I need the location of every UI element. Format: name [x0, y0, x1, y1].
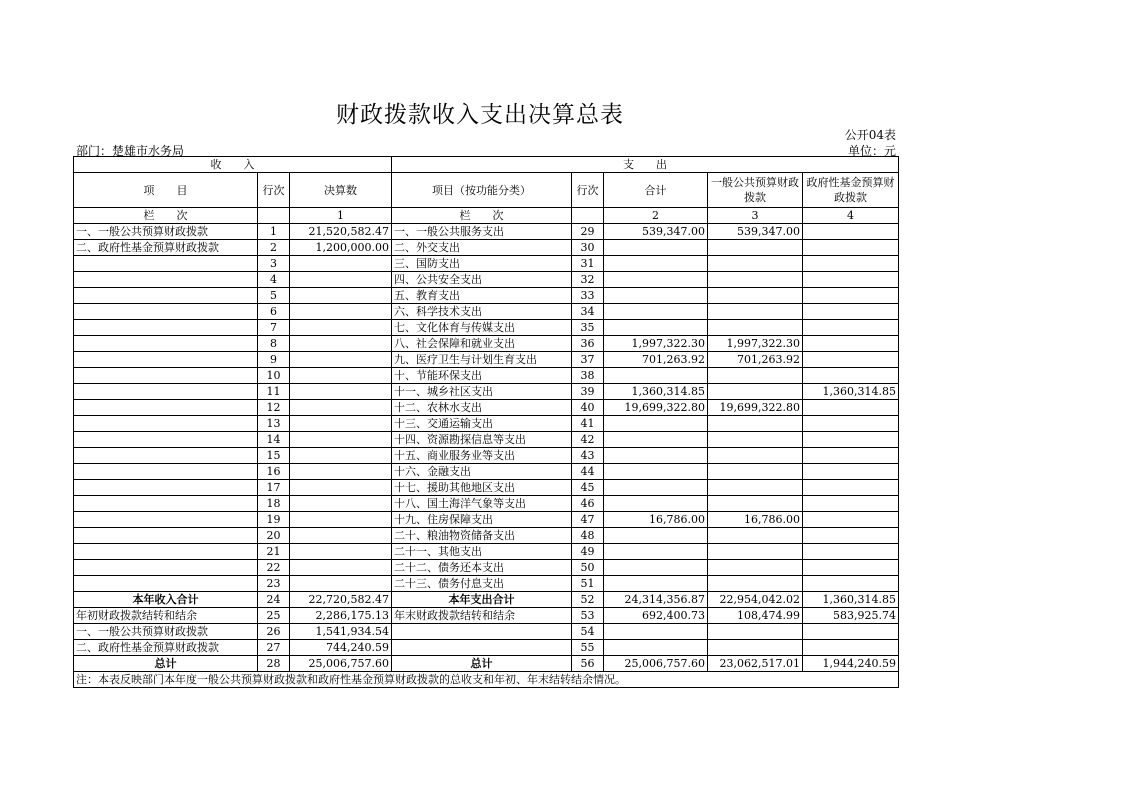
expense-gov-fund: 1,360,314.85 — [803, 384, 899, 400]
income-item — [74, 336, 258, 352]
expense-gov-fund — [803, 464, 899, 480]
expense-item: 二十、粮油物资储备支出 — [392, 528, 572, 544]
expense-general — [708, 304, 803, 320]
table-row — [74, 272, 899, 288]
table-row — [74, 288, 899, 304]
expense-general — [708, 624, 803, 640]
income-amount — [290, 480, 392, 496]
expense-row-no: 50 — [572, 560, 604, 576]
expense-total — [604, 624, 708, 640]
expense-gov-fund — [803, 448, 899, 464]
expense-row-no: 31 — [572, 256, 604, 272]
expense-gov-fund — [803, 352, 899, 368]
expense-item: 年末财政拨款结转和结余 — [392, 608, 572, 624]
expense-row-no: 39 — [572, 384, 604, 400]
income-row-no: 3 — [258, 256, 290, 272]
table-row — [74, 352, 899, 368]
income-item: 总计 — [74, 656, 258, 672]
income-row-no: 22 — [258, 560, 290, 576]
expense-total — [604, 368, 708, 384]
expense-gov-fund: 1,944,240.59 — [803, 656, 899, 672]
income-amount — [290, 336, 392, 352]
expense-item: 本年支出合计 — [392, 592, 572, 608]
expense-item: 总计 — [392, 656, 572, 672]
expense-item: 十七、援助其他地区支出 — [392, 480, 572, 496]
expense-general — [708, 464, 803, 480]
expense-row-no: 30 — [572, 240, 604, 256]
income-row-no: 8 — [258, 336, 290, 352]
expense-total: 701,263.92 — [604, 352, 708, 368]
expense-general — [708, 432, 803, 448]
expense-item: 二十三、债务付息支出 — [392, 576, 572, 592]
income-amount: 2,286,175.13 — [290, 608, 392, 624]
income-amount — [290, 576, 392, 592]
income-item — [74, 464, 258, 480]
expense-row-no: 51 — [572, 576, 604, 592]
expense-row-no: 52 — [572, 592, 604, 608]
income-row-no: 26 — [258, 624, 290, 640]
expense-item: 一、一般公共服务支出 — [392, 224, 572, 240]
expense-total — [604, 304, 708, 320]
expense-item: 四、公共安全支出 — [392, 272, 572, 288]
col-item: 项 目 — [74, 173, 258, 208]
income-row-no: 4 — [258, 272, 290, 288]
index-4: 4 — [803, 208, 899, 224]
expense-gov-fund — [803, 256, 899, 272]
expense-item: 十四、资源勘探信息等支出 — [392, 432, 572, 448]
table-row — [74, 544, 899, 560]
expense-item: 八、社会保障和就业支出 — [392, 336, 572, 352]
expense-total — [604, 240, 708, 256]
table-row — [74, 384, 899, 400]
income-amount — [290, 352, 392, 368]
income-amount — [290, 432, 392, 448]
income-row-no: 10 — [258, 368, 290, 384]
expense-row-no: 37 — [572, 352, 604, 368]
expense-general — [708, 560, 803, 576]
expense-gov-fund — [803, 576, 899, 592]
income-item — [74, 560, 258, 576]
income-row-no: 15 — [258, 448, 290, 464]
income-row-no: 28 — [258, 656, 290, 672]
expense-item: 十五、商业服务业等支出 — [392, 448, 572, 464]
expense-gov-fund — [803, 288, 899, 304]
income-item — [74, 448, 258, 464]
expense-row-no: 29 — [572, 224, 604, 240]
col-func-item: 项目（按功能分类） — [392, 173, 572, 208]
expense-item: 十三、交通运输支出 — [392, 416, 572, 432]
budget-table — [73, 156, 899, 688]
expense-item: 十、节能环保支出 — [392, 368, 572, 384]
income-amount — [290, 288, 392, 304]
expense-total — [604, 480, 708, 496]
carryover-row — [74, 608, 899, 624]
expense-total — [604, 544, 708, 560]
expense-total: 692,400.73 — [604, 608, 708, 624]
expense-gov-fund — [803, 304, 899, 320]
expense-gov-fund — [803, 368, 899, 384]
table-row — [74, 512, 899, 528]
expense-general: 19,699,322.80 — [708, 400, 803, 416]
expense-general — [708, 528, 803, 544]
carryover-row — [74, 624, 899, 640]
expense-total — [604, 640, 708, 656]
income-item — [74, 512, 258, 528]
table-row — [74, 240, 899, 256]
expense-row-no: 45 — [572, 480, 604, 496]
income-item — [74, 288, 258, 304]
income-amount — [290, 560, 392, 576]
income-item — [74, 576, 258, 592]
index-3: 3 — [708, 208, 803, 224]
income-amount: 22,720,582.47 — [290, 592, 392, 608]
income-row-no: 1 — [258, 224, 290, 240]
income-amount — [290, 416, 392, 432]
income-row-no: 12 — [258, 400, 290, 416]
col-total: 合计 — [604, 173, 708, 208]
expense-gov-fund — [803, 224, 899, 240]
expense-general — [708, 544, 803, 560]
expense-general — [708, 320, 803, 336]
expense-total — [604, 576, 708, 592]
income-amount: 1,200,000.00 — [290, 240, 392, 256]
income-amount: 1,541,934.54 — [290, 624, 392, 640]
expense-gov-fund — [803, 640, 899, 656]
carryover-row — [74, 640, 899, 656]
income-group-header: 收 入 — [74, 157, 392, 173]
expense-gov-fund — [803, 528, 899, 544]
index-label-2: 栏 次 — [392, 208, 572, 224]
income-item — [74, 432, 258, 448]
expense-total: 16,786.00 — [604, 512, 708, 528]
income-row-no: 18 — [258, 496, 290, 512]
expense-item — [392, 624, 572, 640]
table-row — [74, 320, 899, 336]
income-amount — [290, 256, 392, 272]
table-row — [74, 368, 899, 384]
income-item: 二、政府性基金预算财政拨款 — [74, 640, 258, 656]
expense-item: 七、文化体育与传媒支出 — [392, 320, 572, 336]
expense-item: 二、外交支出 — [392, 240, 572, 256]
expense-row-no: 47 — [572, 512, 604, 528]
expense-total — [604, 256, 708, 272]
expense-total: 1,360,314.85 — [604, 384, 708, 400]
expense-row-no: 44 — [572, 464, 604, 480]
expense-gov-fund — [803, 240, 899, 256]
form-number: 公开04表 — [844, 128, 896, 142]
income-item: 二、政府性基金预算财政拨款 — [74, 240, 258, 256]
table-row — [74, 496, 899, 512]
index-1: 1 — [290, 208, 392, 224]
income-amount — [290, 448, 392, 464]
expense-total — [604, 272, 708, 288]
expense-row-no: 32 — [572, 272, 604, 288]
income-row-no: 6 — [258, 304, 290, 320]
income-amount — [290, 512, 392, 528]
income-item — [74, 320, 258, 336]
income-amount: 21,520,582.47 — [290, 224, 392, 240]
table-row — [74, 400, 899, 416]
expense-item: 十九、住房保障支出 — [392, 512, 572, 528]
income-item: 本年收入合计 — [74, 592, 258, 608]
income-amount — [290, 464, 392, 480]
note-row — [74, 672, 899, 688]
expense-general — [708, 416, 803, 432]
expense-general: 16,786.00 — [708, 512, 803, 528]
expense-row-no: 48 — [572, 528, 604, 544]
expense-gov-fund — [803, 496, 899, 512]
expense-gov-fund — [803, 320, 899, 336]
table-row — [74, 528, 899, 544]
expense-total — [604, 448, 708, 464]
expense-item: 二十二、债务还本支出 — [392, 560, 572, 576]
table-note: 注：本表反映部门本年度一般公共预算财政拨款和政府性基金预算财政拨款的总收支和年初、年末结转结余情况。 — [74, 672, 899, 688]
expense-row-no: 41 — [572, 416, 604, 432]
income-row-no: 23 — [258, 576, 290, 592]
expense-general — [708, 368, 803, 384]
income-amount — [290, 304, 392, 320]
income-amount: 744,240.59 — [290, 640, 392, 656]
table-row — [74, 224, 899, 240]
expense-gov-fund — [803, 544, 899, 560]
income-amount — [290, 528, 392, 544]
income-amount — [290, 384, 392, 400]
expense-gov-fund — [803, 560, 899, 576]
expense-item: 三、国防支出 — [392, 256, 572, 272]
expense-row-no: 56 — [572, 656, 604, 672]
income-row-no: 17 — [258, 480, 290, 496]
expense-total — [604, 464, 708, 480]
income-item: 一、一般公共预算财政拨款 — [74, 224, 258, 240]
income-item — [74, 368, 258, 384]
expense-general — [708, 480, 803, 496]
income-item — [74, 384, 258, 400]
income-row-no: 13 — [258, 416, 290, 432]
income-item — [74, 400, 258, 416]
expense-item: 十二、农林水支出 — [392, 400, 572, 416]
expense-general — [708, 272, 803, 288]
table-row — [74, 256, 899, 272]
grand-total-row — [74, 656, 899, 672]
income-item: 年初财政拨款结转和结余 — [74, 608, 258, 624]
expense-row-no: 49 — [572, 544, 604, 560]
expense-row-no: 43 — [572, 448, 604, 464]
expense-row-no: 36 — [572, 336, 604, 352]
expense-item: 十六、金融支出 — [392, 464, 572, 480]
expense-gov-fund — [803, 400, 899, 416]
income-row-no: 9 — [258, 352, 290, 368]
expense-row-no: 55 — [572, 640, 604, 656]
income-amount — [290, 368, 392, 384]
expense-gov-fund — [803, 432, 899, 448]
expense-total — [604, 320, 708, 336]
expense-general: 1,997,322.30 — [708, 336, 803, 352]
expense-item: 六、科学技术支出 — [392, 304, 572, 320]
table-row — [74, 336, 899, 352]
income-item — [74, 480, 258, 496]
income-amount — [290, 544, 392, 560]
expense-gov-fund — [803, 624, 899, 640]
expense-row-no: 53 — [572, 608, 604, 624]
expense-total — [604, 496, 708, 512]
page-title: 财政拨款收入支出决算总表 — [336, 102, 624, 128]
expense-general: 108,474.99 — [708, 608, 803, 624]
income-row-no: 24 — [258, 592, 290, 608]
income-item — [74, 272, 258, 288]
expense-row-no: 33 — [572, 288, 604, 304]
col-gov-fund: 政府性基金预算财政拨款 — [803, 173, 899, 208]
expense-general — [708, 256, 803, 272]
expense-total — [604, 560, 708, 576]
income-row-no: 5 — [258, 288, 290, 304]
income-item — [74, 352, 258, 368]
table-row — [74, 416, 899, 432]
expense-total — [604, 528, 708, 544]
expense-total: 25,006,757.60 — [604, 656, 708, 672]
expense-general — [708, 640, 803, 656]
income-amount — [290, 400, 392, 416]
income-row-no: 19 — [258, 512, 290, 528]
income-row-no: 21 — [258, 544, 290, 560]
expense-row-no: 40 — [572, 400, 604, 416]
expense-gov-fund — [803, 480, 899, 496]
income-amount: 25,006,757.60 — [290, 656, 392, 672]
expense-general — [708, 448, 803, 464]
expense-general — [708, 576, 803, 592]
table-row — [74, 576, 899, 592]
expense-item: 五、教育支出 — [392, 288, 572, 304]
expense-item: 九、医疗卫生与计划生育支出 — [392, 352, 572, 368]
expense-row-no: 54 — [572, 624, 604, 640]
expense-total: 539,347.00 — [604, 224, 708, 240]
income-row-no: 20 — [258, 528, 290, 544]
expense-row-no: 34 — [572, 304, 604, 320]
expense-item: 十八、国土海洋气象等支出 — [392, 496, 572, 512]
expense-gov-fund — [803, 272, 899, 288]
expense-total — [604, 416, 708, 432]
expense-item: 二十一、其他支出 — [392, 544, 572, 560]
income-row-no: 16 — [258, 464, 290, 480]
expense-group-header: 支 出 — [392, 157, 899, 173]
income-item: 一、一般公共预算财政拨款 — [74, 624, 258, 640]
table-row — [74, 560, 899, 576]
income-row-no: 7 — [258, 320, 290, 336]
income-item — [74, 544, 258, 560]
income-item — [74, 528, 258, 544]
table-row — [74, 480, 899, 496]
expense-gov-fund — [803, 416, 899, 432]
expense-general — [708, 384, 803, 400]
expense-general — [708, 288, 803, 304]
expense-row-no: 35 — [572, 320, 604, 336]
expense-item — [392, 640, 572, 656]
income-amount — [290, 320, 392, 336]
department-label: 部门：楚雄市水务局 — [76, 144, 185, 158]
expense-gov-fund: 583,925.74 — [803, 608, 899, 624]
table-row — [74, 448, 899, 464]
col-row-no-2: 行次 — [572, 173, 604, 208]
unit-label: 单位：元 — [847, 144, 896, 158]
expense-general — [708, 240, 803, 256]
income-amount — [290, 496, 392, 512]
index-2: 2 — [604, 208, 708, 224]
expense-total: 24,314,356.87 — [604, 592, 708, 608]
income-item — [74, 304, 258, 320]
expense-gov-fund — [803, 512, 899, 528]
expense-total — [604, 288, 708, 304]
income-item — [74, 416, 258, 432]
expense-total: 19,699,322.80 — [604, 400, 708, 416]
income-row-no: 14 — [258, 432, 290, 448]
expense-gov-fund: 1,360,314.85 — [803, 592, 899, 608]
expense-general: 23,062,517.01 — [708, 656, 803, 672]
col-amount: 决算数 — [290, 173, 392, 208]
expense-row-no: 46 — [572, 496, 604, 512]
expense-row-no: 38 — [572, 368, 604, 384]
subtotal-row — [74, 592, 899, 608]
table-row — [74, 304, 899, 320]
table-row — [74, 464, 899, 480]
income-row-no: 11 — [258, 384, 290, 400]
income-amount — [290, 272, 392, 288]
income-row-no: 25 — [258, 608, 290, 624]
expense-general: 22,954,042.02 — [708, 592, 803, 608]
expense-row-no: 42 — [572, 432, 604, 448]
expense-general: 539,347.00 — [708, 224, 803, 240]
income-row-no: 27 — [258, 640, 290, 656]
col-general: 一般公共预算财政拨款 — [708, 173, 803, 208]
expense-general: 701,263.92 — [708, 352, 803, 368]
expense-total — [604, 432, 708, 448]
expense-gov-fund — [803, 336, 899, 352]
income-row-no: 2 — [258, 240, 290, 256]
expense-general — [708, 496, 803, 512]
table-row — [74, 432, 899, 448]
col-row-no: 行次 — [258, 173, 290, 208]
expense-item: 十一、城乡社区支出 — [392, 384, 572, 400]
index-label: 栏 次 — [74, 208, 258, 224]
income-item — [74, 256, 258, 272]
expense-total: 1,997,322.30 — [604, 336, 708, 352]
income-item — [74, 496, 258, 512]
